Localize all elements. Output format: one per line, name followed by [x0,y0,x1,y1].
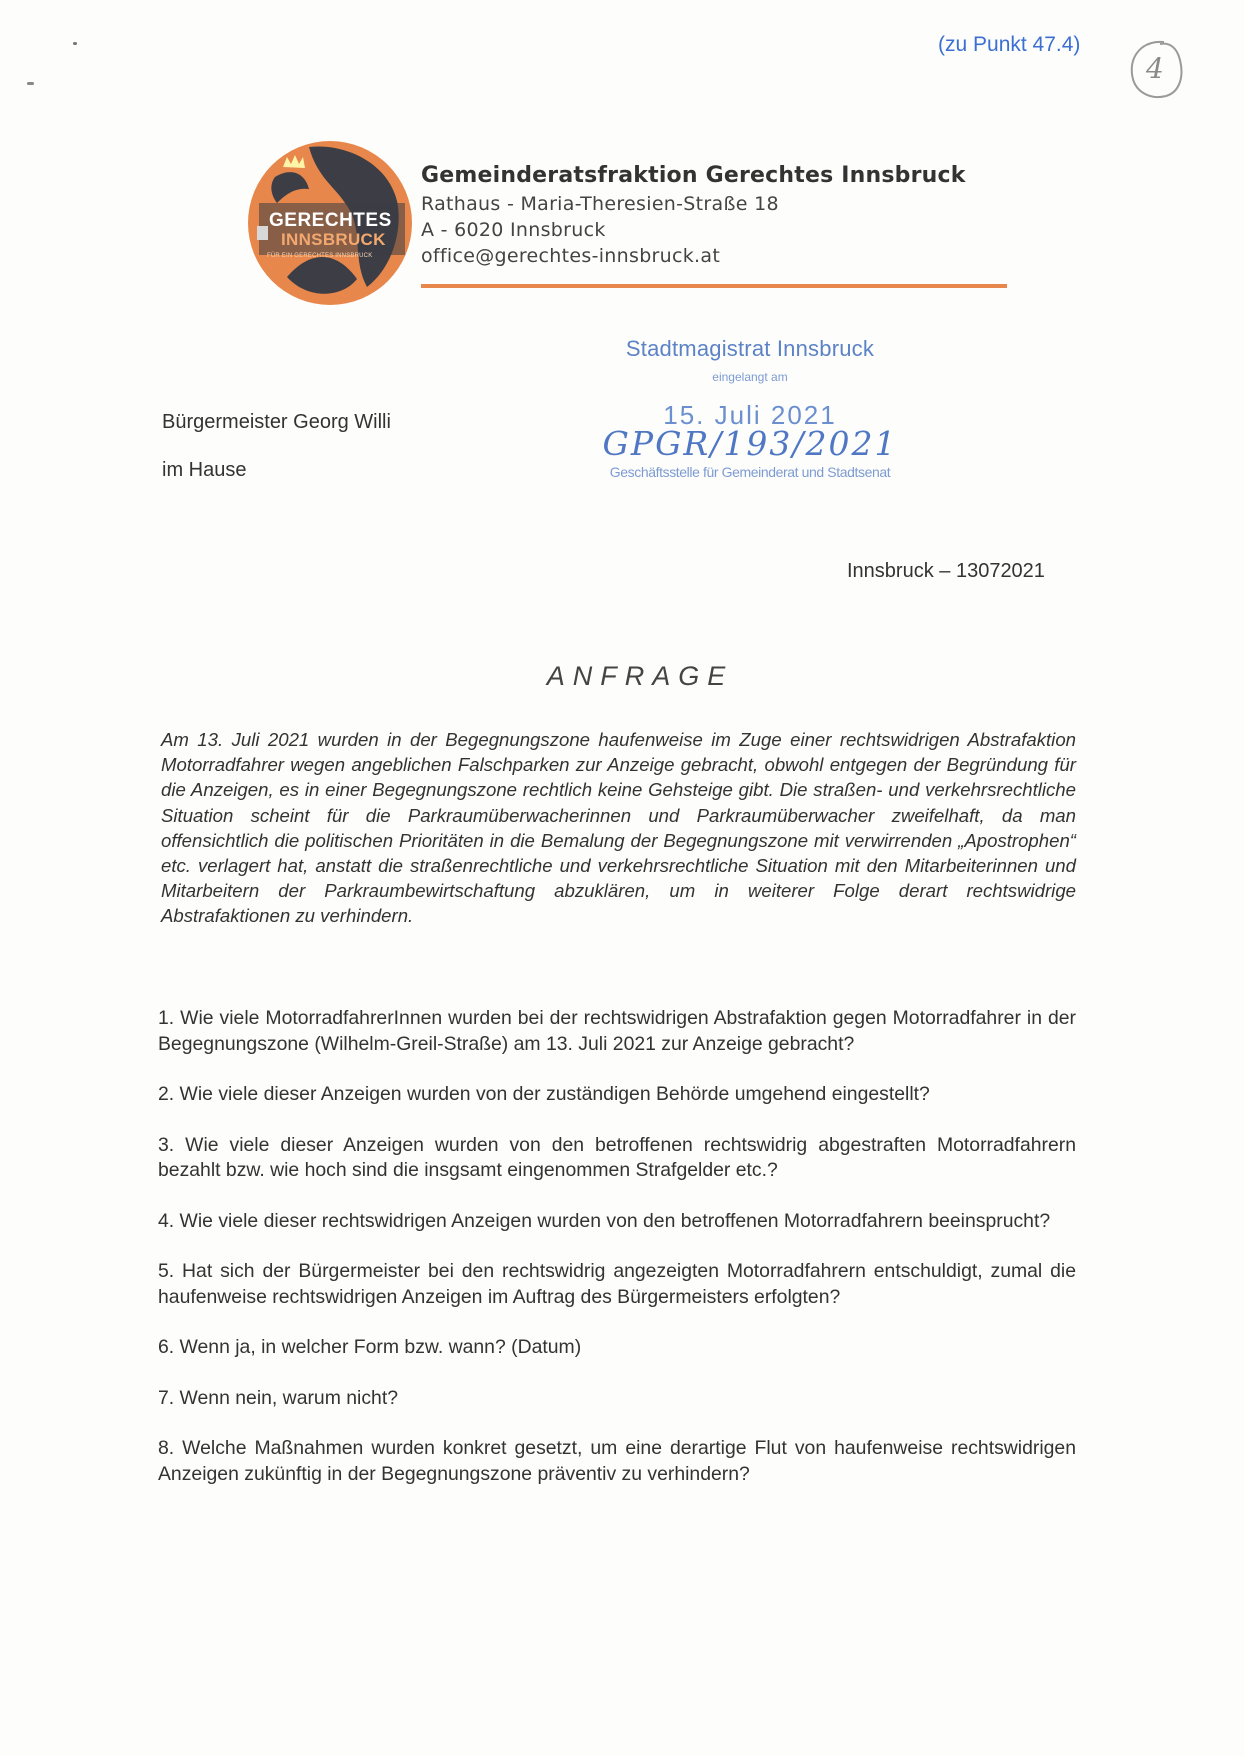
org-address-street: Rathaus - Maria-Theresien-Straße 18 [421,193,779,215]
question-list [158,1006,1076,1512]
question-item: 5. Hat sich der Bürgermeister bei den rechtswidrig angezeigten Motorradfahrern entschuldigt, zumal die haufenweise rechtswidrigen Anzeigen im Auftrag des Bürgermeisters erfolgten? [158,1260,1076,1308]
question-item: 6. Wenn ja, in welcher Form bzw. wann? (Datum) [158,1336,582,1358]
scan-artifact [73,42,77,45]
page-number-mark [1124,36,1186,106]
place-date: Innsbruck – 13072021 [847,560,1045,582]
recipient-location: im Hause [162,459,247,481]
letterhead-divider [421,284,1007,288]
question-item: 2. Wie viele dieser Anzeigen wurden von der zuständigen Behörde umgehend eingestellt? [158,1083,930,1105]
letterhead-address [421,163,966,271]
scan-artifact [27,82,34,85]
received-stamp [600,336,900,486]
page-number: 4 [1146,52,1164,85]
org-name: Gemeinderatsfraktion Gerechtes Innsbruck [421,163,966,188]
party-logo [247,137,413,309]
logo-tagline: FÜR EIN GERECHTES INNSBRUCK [267,253,373,259]
stamp-file-number: GPGR/193/2021 [602,424,898,463]
document-heading: ANFRAGE [546,661,734,691]
question-item: 7. Wenn nein, warum nicht? [158,1386,398,1409]
question-item: 8. Welche Maßnahmen wurden konkret gesetzt, um eine derartige Flut von haufenweise rechtswidrigen Anzeigen zukünftig in der Begegnungszone präventiv zu verhindern? [158,1437,1076,1485]
logo-text-gerechtes: GERECHTES [269,210,392,231]
stamp-subtitle: eingelangt am [712,370,788,384]
stamp-footer: Geschäftsstelle für Gemeinderat und Stadtsenat [609,464,891,480]
org-email: office@gerechtes-innsbruck.at [421,245,721,267]
question-item: 4. Wie viele dieser rechtswidrigen Anzeigen wurden von den betroffenen Motorradfahrern beeinsprucht? [158,1209,1051,1232]
recipient-name: Bürgermeister Georg Willi [162,411,391,433]
stamp-title: Stadtmagistrat Innsbruck [625,336,875,361]
reference-note: (zu Punkt 47.4) [938,33,1081,56]
stamp-date: 15. Juli 2021 [663,400,837,430]
question-item: 3. Wie viele dieser Anzeigen wurden von den betroffenen rechtswidrig abgestraften Motorradfahrern bezahlt bzw. wie hoch sind die insgsamt eingenommen Strafgelder etc.? [158,1133,1076,1181]
logo-text-innsbruck: INNSBRUCK [281,230,386,249]
org-address-city: A - 6020 Innsbruck [421,219,606,241]
intro-paragraph: Am 13. Juli 2021 wurden in der Begegnungszone haufenweise im Zuge einer rechtswidrigen Abstrafaktion Motorradfahrer wegen angeblichen Falschparken zur Anzeige gebracht, obwohl entgegen der Begründung für die Anzeigen, es in einer Begegnungszone rechtlich keine Gehsteige gibt. Die straßen- und verkehrsrechtliche Situation scheint für die Parkraumüberwacherinnen und Parkraumüberwacher zweifelhaft, da man offensichtlich die politischen Prioritäten in die Bemalung der Begegnungszone mit verwirrenden „Apostrophen“ etc. verlagert hat, anstatt die straßenrechtliche und verkehrsrechtliche Situation mit den Mitarbeiterinnen und Mitarbeitern der Parkraumbewirtschaftung abzuklären, um in weiterer Folge derart rechtswidrige Abstrafaktionen zu verhindern. [161,729,1076,927]
recipient-block [162,411,391,507]
question-item: 1. Wie viele MotorradfahrerInnen wurden bei der rechtswidrigen Abstrafaktion gegen Motorradfahrer in der Begegnungszone (Wilhelm-Greil-Straße) am 13. Juli 2021 zur Anzeige gebracht? [158,1007,1076,1055]
